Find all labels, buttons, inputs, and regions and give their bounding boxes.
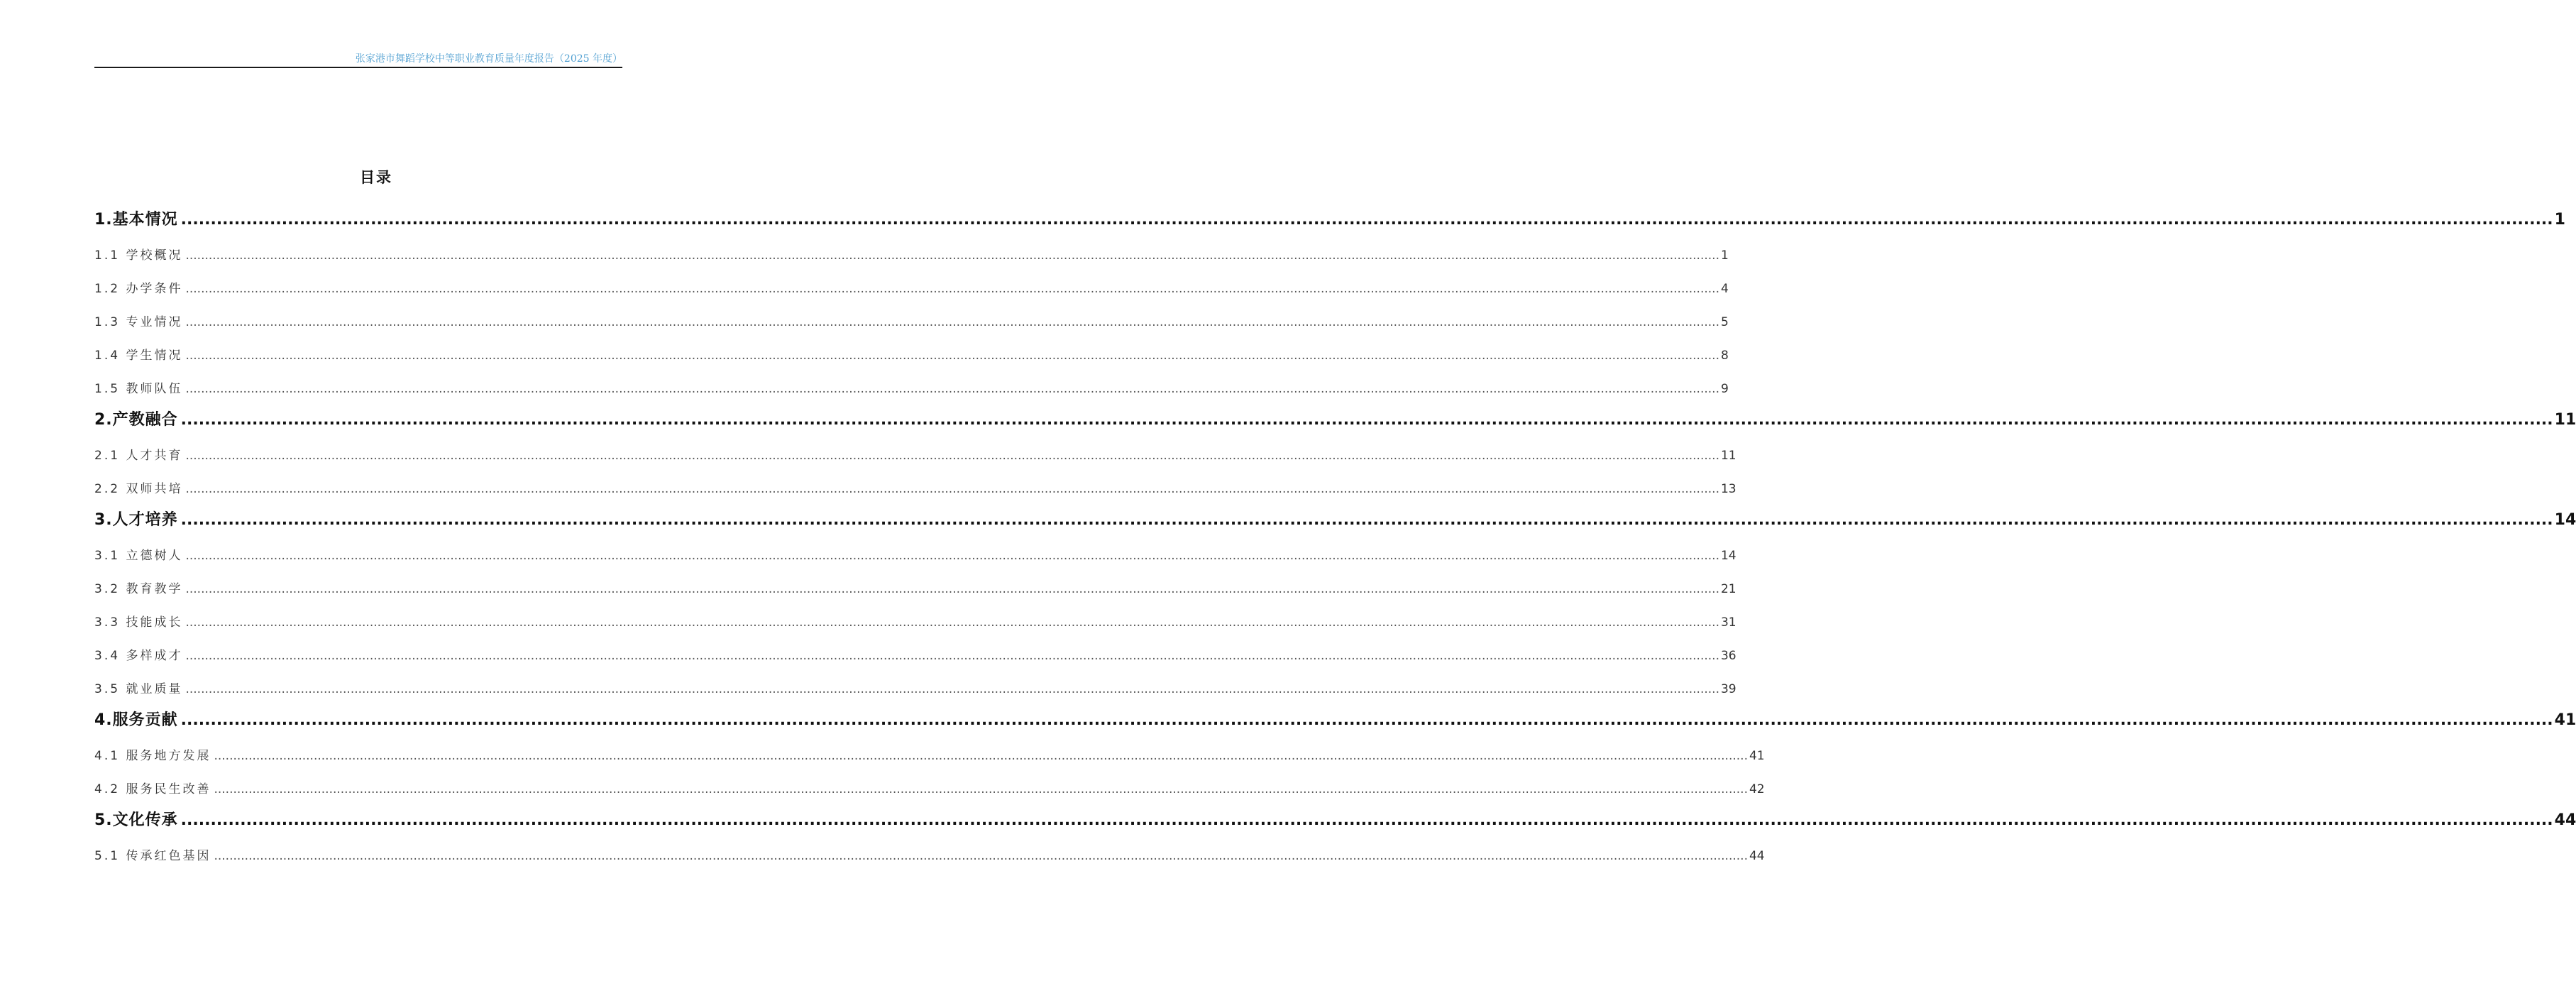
toc-subsection-entry[interactable] — [94, 667, 1736, 701]
toc-dot-leader: ................................................................................................................................................................................................................................................................................................................................................................................................................ — [185, 549, 1719, 563]
toc-entry-label: 3.1 立德树人 — [94, 549, 183, 563]
toc-subsection-entry[interactable] — [94, 467, 1736, 500]
header-rule — [94, 67, 622, 68]
toc-subsection-entry[interactable] — [94, 367, 1729, 400]
toc-section-entry[interactable] — [94, 400, 2576, 434]
toc-entry-page-number: 11 — [2554, 411, 2576, 429]
toc-dot-leader: ................................................................................................................................................................................................................................................................................................................................................................................................................ — [185, 582, 1719, 596]
toc-entry-label: 2.产教融合 — [94, 411, 178, 429]
toc-entry-page-number: 14 — [2554, 511, 2576, 529]
toc-entry-page-number: 13 — [1720, 482, 1736, 496]
toc-entry-label: 3.人才培养 — [94, 511, 178, 529]
toc-entry-page-number: 11 — [1720, 449, 1736, 463]
toc-entry-page-number: 5 — [1720, 315, 1729, 329]
toc-subsection-entry[interactable] — [94, 300, 1729, 334]
toc-entry-label: 2.2 双师共培 — [94, 482, 183, 496]
toc-subsection-entry[interactable] — [94, 734, 1765, 767]
toc-dot-leader: ................................................................................................................................................................................................................................................................................................................................................................................................................ — [185, 649, 1719, 663]
toc-entry-page-number: 41 — [2554, 711, 2576, 729]
toc-entry-label: 1.1 学校概况 — [94, 248, 183, 263]
toc-subsection-entry[interactable] — [94, 634, 1736, 667]
toc-entry-label: 4.2 服务民生改善 — [94, 782, 211, 796]
toc-dot-leader: ................................................................................................................................................................................................................................................................................................................................................................................................................ — [185, 615, 1719, 630]
toc-entry-label: 1.2 办学条件 — [94, 282, 183, 296]
toc-entry-label: 3.5 就业质量 — [94, 682, 183, 696]
toc-subsection-entry[interactable] — [94, 834, 1765, 867]
toc-entry-label: 3.2 教育教学 — [94, 582, 183, 596]
toc-dot-leader: ................................................................................................................................................................................................................................................................................................................................................................................................................ — [180, 711, 2553, 729]
running-header: 张家港市舞蹈学校中等职业教育质量年度报告（2025 年度） — [355, 53, 622, 65]
toc-dot-leader: ................................................................................................................................................................................................................................................................................................................................................................................................................ — [185, 449, 1719, 463]
toc-section-entry[interactable] — [94, 701, 2576, 734]
toc-dot-leader: ................................................................................................................................................................................................................................................................................................................................................................................................................ — [185, 282, 1719, 296]
table-of-contents — [94, 200, 2576, 867]
toc-entry-page-number: 39 — [1720, 682, 1736, 696]
toc-entry-page-number: 1 — [2554, 211, 2565, 229]
toc-subsection-entry[interactable] — [94, 434, 1736, 467]
toc-entry-label: 1.3 专业情况 — [94, 315, 183, 329]
toc-entry-page-number: 8 — [1720, 349, 1729, 363]
toc-entry-label: 5.1 传承红色基因 — [94, 849, 211, 863]
toc-subsection-entry[interactable] — [94, 534, 1736, 567]
toc-dot-leader: ................................................................................................................................................................................................................................................................................................................................................................................................................ — [185, 382, 1719, 396]
toc-entry-page-number: 21 — [1720, 582, 1736, 596]
toc-entry-label: 1.5 教师队伍 — [94, 382, 183, 396]
toc-entry-page-number: 44 — [2554, 811, 2576, 829]
toc-entry-page-number: 9 — [1720, 382, 1729, 396]
toc-dot-leader: ................................................................................................................................................................................................................................................................................................................................................................................................................ — [180, 811, 2553, 829]
toc-entry-label: 3.3 技能成长 — [94, 615, 183, 630]
toc-dot-leader: ................................................................................................................................................................................................................................................................................................................................................................................................................ — [185, 482, 1719, 496]
toc-dot-leader: ................................................................................................................................................................................................................................................................................................................................................................................................................ — [214, 782, 1748, 796]
toc-dot-leader: ................................................................................................................................................................................................................................................................................................................................................................................................................ — [180, 211, 2553, 229]
toc-dot-leader: ................................................................................................................................................................................................................................................................................................................................................................................................................ — [214, 749, 1748, 763]
toc-entry-page-number: 14 — [1720, 549, 1736, 563]
toc-entry-label: 3.4 多样成才 — [94, 649, 183, 663]
toc-entry-page-number: 44 — [1749, 849, 1765, 863]
toc-subsection-entry[interactable] — [94, 567, 1736, 601]
toc-subsection-entry[interactable] — [94, 601, 1736, 634]
toc-dot-leader: ................................................................................................................................................................................................................................................................................................................................................................................................................ — [180, 411, 2553, 429]
toc-dot-leader: ................................................................................................................................................................................................................................................................................................................................................................................................................ — [185, 315, 1719, 329]
toc-entry-page-number: 41 — [1749, 749, 1765, 763]
toc-entry-page-number: 36 — [1720, 649, 1736, 663]
toc-entry-label: 4.1 服务地方发展 — [94, 749, 211, 763]
toc-subsection-entry[interactable] — [94, 267, 1729, 300]
toc-section-entry[interactable] — [94, 801, 2576, 834]
toc-subsection-entry[interactable] — [94, 767, 1765, 801]
toc-section-entry[interactable] — [94, 200, 2565, 234]
toc-entry-page-number: 4 — [1720, 282, 1729, 296]
toc-subsection-entry[interactable] — [94, 234, 1729, 267]
toc-section-entry[interactable] — [94, 500, 2576, 534]
toc-entry-label: 5.文化传承 — [94, 811, 178, 829]
toc-entry-label: 4.服务贡献 — [94, 711, 178, 729]
toc-dot-leader: ................................................................................................................................................................................................................................................................................................................................................................................................................ — [185, 349, 1719, 363]
toc-dot-leader: ................................................................................................................................................................................................................................................................................................................................................................................................................ — [180, 511, 2553, 529]
toc-dot-leader: ................................................................................................................................................................................................................................................................................................................................................................................................................ — [185, 682, 1719, 696]
toc-dot-leader: ................................................................................................................................................................................................................................................................................................................................................................................................................ — [185, 248, 1719, 263]
toc-subsection-entry[interactable] — [94, 334, 1729, 367]
toc-entry-page-number: 31 — [1720, 615, 1736, 630]
toc-entry-label: 2.1 人才共育 — [94, 449, 183, 463]
toc-entry-page-number: 42 — [1749, 782, 1765, 796]
toc-entry-label: 1.4 学生情况 — [94, 349, 183, 363]
toc-entry-label: 1.基本情况 — [94, 211, 178, 229]
toc-title: 目录 — [360, 169, 392, 186]
toc-entry-page-number: 1 — [1720, 248, 1729, 263]
toc-dot-leader: ................................................................................................................................................................................................................................................................................................................................................................................................................ — [214, 849, 1748, 863]
